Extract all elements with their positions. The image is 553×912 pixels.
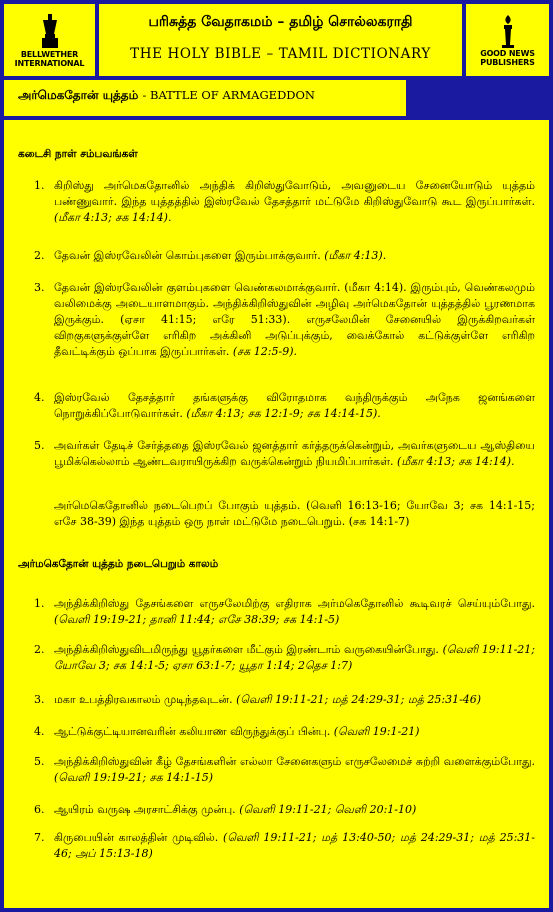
list-item: 3. மகா உபத்திரவகாலம் முடிந்தவுடன். (வெளி 19:11-21; மத் 24:29-31; மத் 25:31-46) <box>34 693 482 706</box>
bellwether-logo <box>4 4 95 76</box>
list-item: 7. கிருபையின் காலத்தின் முடிவில். (வெளி 19:11-21; மத் 13:40-50; மத் 24:29-31; மத் 25:31-46; அப் 15:13-18) <box>34 831 536 860</box>
torch-icon <box>497 13 519 49</box>
section-subtitle <box>4 80 406 116</box>
list-item: 5. அவர்கள் தேடிச் சேர்த்ததை இஸ்ரவேல் ஜனத்தார் கர்த்தருக்கென்றும், அவர்களுடைய ஆஸ்தியை பூமிக்கெல்லாம் ஆண்டவராயிருக்கிற வருக்கென்றும் நியமிப்பார்கள். (மீகா 4:13; சக 14:14). <box>34 439 535 468</box>
list-item: 5. அந்திக்கிறிஸ்துவின் கீழ் தேசங்களின் எல்லா சேனைகளும் எருசலேமைச் சுற்றி வளைக்கும்போது. (வெளி 19:19-21; சக 14:1-15) <box>34 755 535 784</box>
subtitle-tamil: அர்மெகதோன் யுத்தம் <box>18 88 139 102</box>
header-title-panel <box>99 4 462 76</box>
section-heading-battle-time: அர்மகெதோன் யுத்தம் நடைபெறும் காலம் <box>18 558 219 570</box>
list-item: 2. அந்திக்கிறிஸ்துவிடமிருந்து யூதர்களை மீட்கும் இரண்டாம் வருகையின்போது. (வெளி 19:11-21; யோவே 3; சக 14:1-5; ஏசா 63:1-7; யூதா 1:14; 2தெச 1:7) <box>34 643 535 672</box>
page-title-english: THE HOLY BIBLE – TAMIL DICTIONARY <box>130 46 431 62</box>
armageddon-note: அர்மெகெதோனில் நடைபெறப் போகும் யுத்தம். (வெளி 16:13-16; யோவே 3; சக 14:1-15; எசே 38-39) இந்த யுத்தம் ஒரு நாள் மட்டுமே நடைபெறும். (சக 14:1-7) <box>54 499 535 528</box>
page-title-tamil: பரிசுத்த வேதாகமம் – தமிழ் சொல்லகராதி <box>148 14 413 30</box>
lamp-icon <box>37 12 63 50</box>
good-news-logo <box>466 4 549 76</box>
list-item: 6. ஆயிரம் வருஷ அரசாட்சிக்கு முன்பு. (வெளி 19:11-21; வெளி 20:1-10) <box>34 803 417 816</box>
bellwether-logo-text: BELLWETHER INTERNATIONAL <box>14 50 85 68</box>
section-heading-last-day-events: கடைசி நாள் சம்பவங்கள் <box>18 148 138 160</box>
list-item: 3. தேவன் இஸ்ரவேலின் குளம்புகளை வெண்கலமாக்குவார். (மீகா 4:14). இரும்பும், வெண்கலமும் வலிமைக்கு அடையாளமாகும். அந்திக்கிறிஸ்துவின் அழிவு அர்மெகதோன் யுத்தத்தில் பூரணமாக இருக்கும். (ஏசா 41:15; எரே 51:33). எருசலேமின் சேனையில் இருக்கிறவர்கள் விறகுகளுக்குள்ளே எரிகிற அக்கினி அடுப்புக்கும், வைக்கோல் கட்டுக்குள்ளே எரிகிற தீவட்டிக்கும் ஒப்பாக இருப்பார்கள். (சக 12:5-9). <box>34 281 535 358</box>
list-item: 4. ஆட்டுக்குட்டியானவரின் கலியாண விருந்துக்குப் பின்பு. (வெளி 19:1-21) <box>34 725 420 738</box>
main-content <box>4 120 549 908</box>
list-item: 4. இஸ்ரவேல் தேசத்தார் தங்களுக்கு விரோதமாக வந்திருக்கும் அநேக ஜனங்களை நொறுக்கிப்போடுவார்கள். (மீகா 4:13; சக 12:1-9; சக 14:14-15). <box>34 391 535 420</box>
subtitle-english: - BATTLE OF ARMAGEDDON <box>142 88 315 102</box>
list-item: 1. அந்திக்கிறிஸ்து தேசங்களை எருசலேமிற்கு எதிராக அர்மகெதோனில் கூடிவரச் செய்யும்போது. (வெளி 19:19-21; தானி 11:44; எசே 38:39; சக 14:1-5) <box>34 597 535 626</box>
list-item: 2. தேவன் இஸ்ரவேலின் கொம்புகளை இரும்பாக்குவார். (மீகா 4:13). <box>34 249 387 262</box>
list-item: 1. கிறிஸ்து அர்மெகதோனில் அந்திக் கிறிஸ்துவோடும், அவனுடைய சேனையோடும் யுத்தம் பண்ணுவார். இந்த யுத்தத்தில் இஸ்ரவேல் தேசத்தார் மட்டுமே கிறிஸ்துவோடு கூட இருப்பார்கள். (மீகா 4:13; சக 14:14). <box>34 179 535 224</box>
good-news-logo-text: GOOD NEWS PUBLISHERS <box>480 49 535 67</box>
